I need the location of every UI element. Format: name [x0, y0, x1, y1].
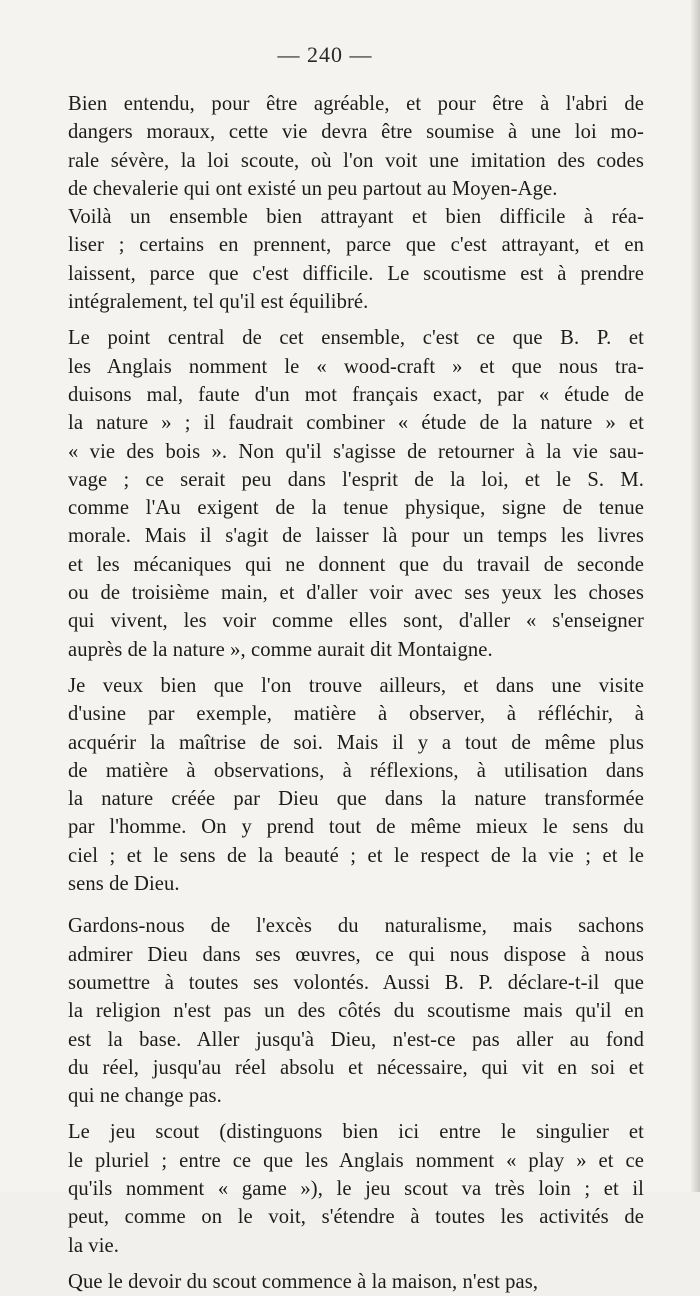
paragraph-7 — [56, 1268, 644, 1296]
text-line: de matière à observations, à réflexions, à utilisation dans — [68, 759, 644, 782]
page-number: — 240 — — [277, 42, 373, 67]
text-line: peut, comme on le voit, s'étendre à toutes les activités de — [68, 1206, 644, 1229]
text-line: Je veux bien que l'on trouve ailleurs, et dans une visite — [68, 674, 644, 697]
text-line: par l'homme. On y prend tout de même mieux le sens du — [68, 816, 644, 839]
text-line: est la base. Aller jusqu'à Dieu, n'est-ce pas aller au fond — [68, 1028, 644, 1051]
paragraph-6 — [56, 1118, 644, 1259]
text-line: morale. Mais il s'agit de laisser là pour un temps les livres — [68, 525, 644, 548]
text-line: ou de troisième main, et d'aller voir avec ses yeux les choses — [68, 582, 644, 605]
text-line: intégralement, tel qu'il est équilibré. — [68, 291, 369, 314]
text-line: laissent, parce que c'est difficile. Le scoutisme est à prendre — [68, 262, 644, 285]
page-edge-shadow — [690, 0, 700, 1192]
text-line: liser ; certains en prennent, parce que c'est attrayant, et en — [68, 234, 644, 257]
paragraph-2 — [56, 203, 644, 316]
text-line: de chevalerie qui ont existé un peu partout au Moyen-Age. — [68, 177, 558, 200]
text-line: duisons mal, faute d'un mot français exact, par « étude de — [68, 383, 644, 406]
text-line: le pluriel ; entre ce que les Anglais nomment « play » et ce — [68, 1149, 644, 1172]
text-line: la nature créée par Dieu que dans la nature transformée — [68, 788, 644, 811]
text-line: la vie. — [68, 1234, 120, 1257]
text-line: Le jeu scout (distinguons bien ici entre le singulier et — [68, 1121, 644, 1144]
text-line: admirer Dieu dans ses œuvres, ce qui nous dispose à nous — [68, 943, 644, 966]
text-line: la religion n'est pas un des côtés du scoutisme mais qu'il en — [68, 1000, 644, 1023]
paragraph-1 — [56, 90, 644, 203]
text-line: soumettre à toutes ses volontés. Aussi B. P. déclare-t-il que — [68, 971, 644, 994]
text-line: qui vivent, les voir comme elles sont, d'aller « s'enseigner — [68, 610, 644, 633]
text-line: du réel, jusqu'au réel absolu et nécessaire, qui vit en soi et — [68, 1056, 644, 1079]
text-line: d'usine par exemple, matière à observer, à réfléchir, à — [68, 703, 644, 726]
text-line: et les mécaniques qui ne donnent que du travail de seconde — [68, 553, 644, 576]
text-line: Le point central de cet ensemble, c'est ce que B. P. et — [68, 327, 644, 350]
text-line: Bien entendu, pour être agréable, et pour être à l'abri de — [68, 93, 644, 115]
text-line: acquérir la maîtrise de soi. Mais il y a tout de même plus — [68, 731, 644, 754]
text-line: dangers moraux, cette vie devra être soumise à une loi mo- — [68, 121, 644, 144]
text-line: qu'ils nomment « game »), le jeu scout va très loin ; et il — [68, 1177, 644, 1200]
text-line: qui ne change pas. — [68, 1085, 222, 1108]
text-line: Voilà un ensemble bien attrayant et bien difficile à réa- — [68, 206, 644, 229]
text-line: les Anglais nomment le « wood-craft » et que nous tra- — [68, 355, 644, 378]
text-line: auprès de la nature », comme aurait dit Montaigne. — [68, 638, 493, 661]
text-line: vage ; ce serait peu dans l'esprit de la loi, et le S. M. — [68, 468, 644, 491]
text-line: sens de Dieu. — [68, 873, 180, 896]
text-line: ciel ; et le sens de la beauté ; et le respect de la vie ; et le — [68, 844, 644, 867]
text-line: comme l'Au exigent de la tenue physique, signe de tenue — [68, 497, 644, 520]
text-line: « vie des bois ». Non qu'il s'agisse de retourner à la vie sau- — [68, 440, 644, 463]
body-text — [56, 90, 644, 1296]
paragraph-4 — [56, 672, 644, 898]
paragraph-5 — [56, 912, 644, 1110]
text-line: Gardons-nous de l'excès du naturalisme, mais sachons — [68, 915, 644, 938]
text-line: rale sévère, la loi scoute, où l'on voit une imitation des codes — [68, 149, 644, 172]
paragraph-3 — [56, 324, 644, 664]
text-line: Que le devoir du scout commence à la maison, n'est pas, — [68, 1270, 539, 1293]
text-line: la nature » ; il faudrait combiner « étude de la nature » et — [68, 412, 644, 435]
